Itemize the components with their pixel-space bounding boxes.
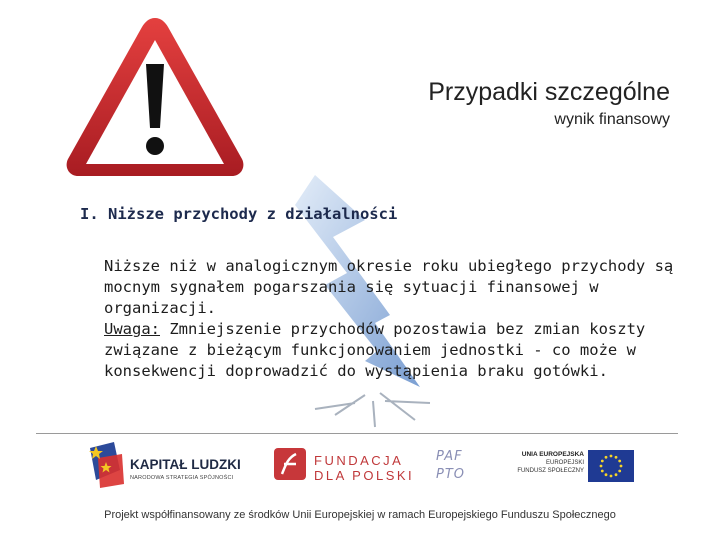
kapital-ludzki-emblem-icon bbox=[84, 440, 128, 490]
note-text: Zmniejszenie przychodów pozostawia bez zmian koszty związane z bieżącym funkcjonowaniem jednostki - co może w konsekwencji doprowadzić do wystąpienia braku gotówki. bbox=[104, 320, 646, 380]
paf-line2: PTO bbox=[436, 467, 466, 482]
kapital-ludzki-logo bbox=[84, 440, 254, 490]
section-heading: I. Niższe przychody z działalności bbox=[80, 205, 398, 223]
eu-logo bbox=[506, 448, 636, 486]
fundacja-line2: DLA POLSKI bbox=[314, 468, 415, 483]
paragraph-revenue: Niższe niż w analogicznym okresie roku ubiegłego przychody są mocnym sygnałem pogarszania się sytuacji finansowej w organizacji. bbox=[104, 257, 674, 317]
page-subtitle: wynik finansowy bbox=[554, 111, 670, 128]
paf-line1: PAF bbox=[436, 449, 463, 464]
eu-line2: EUROPEJSKI bbox=[545, 460, 584, 466]
warning-sign-icon bbox=[60, 12, 250, 184]
fundacja-emblem-icon bbox=[272, 446, 308, 482]
paf-logo bbox=[434, 447, 482, 487]
kapital-ludzki-title: KAPITAŁ LUDZKI bbox=[130, 457, 241, 472]
eu-line1: UNIA EUROPEJSKA bbox=[521, 451, 584, 458]
body-text bbox=[104, 256, 704, 382]
eu-line3: FUNDUSZ SPOŁECZNY bbox=[517, 468, 584, 474]
fundacja-dla-polski-logo bbox=[272, 446, 415, 486]
note-label: Uwaga: bbox=[104, 320, 160, 338]
footer-text: Projekt współfinansowany ze środków Unii Europejskiej w ramach Europejskiego Funduszu Społecznego bbox=[104, 509, 616, 521]
note-paragraph bbox=[104, 319, 704, 382]
eu-flag-icon bbox=[588, 450, 634, 482]
divider bbox=[36, 433, 678, 434]
fundacja-line1: FUNDACJA bbox=[314, 453, 404, 468]
kapital-ludzki-subtitle: NARODOWA STRATEGIA SPÓJNOŚCI bbox=[130, 475, 234, 481]
page-title: Przypadki szczególne bbox=[428, 78, 670, 106]
